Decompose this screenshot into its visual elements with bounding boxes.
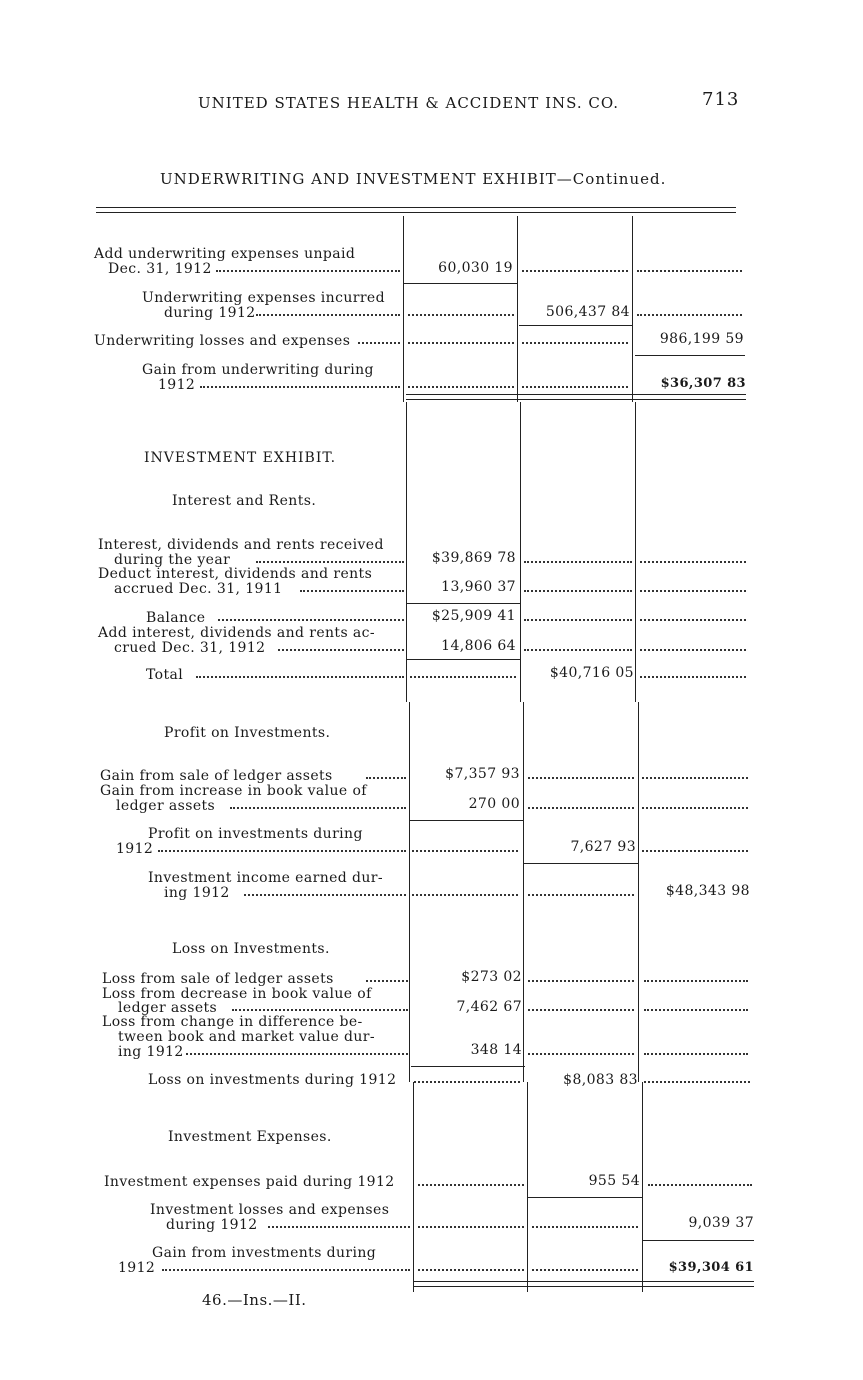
value-col1: 13,960 37 (441, 579, 516, 595)
dot-leader (642, 807, 748, 809)
row-label: Underwriting expenses incurred (142, 290, 385, 306)
subsection-heading: Profit on Investments. (164, 725, 331, 741)
sum-rule (524, 863, 638, 864)
dot-leader (162, 1269, 410, 1271)
dot-leader (524, 619, 632, 621)
row-label: crued Dec. 31, 1912 (114, 640, 266, 656)
dot-leader (528, 1009, 634, 1011)
dot-leader (642, 777, 748, 779)
dot-leader (418, 1269, 524, 1271)
dot-leader (524, 590, 632, 592)
col3-left-rule-c (638, 702, 639, 1082)
dot-leader (412, 894, 518, 896)
dot-leader (408, 342, 514, 344)
row-label: Loss from change in difference be- (102, 1014, 363, 1030)
dot-leader (412, 850, 518, 852)
dot-leader (640, 676, 746, 678)
total-rule (414, 1281, 754, 1287)
value-col1: $273 02 (461, 969, 522, 985)
row-label: Interest, dividends and rents received (98, 537, 384, 553)
sum-rule (409, 820, 523, 821)
col2-left-rule-b (520, 402, 521, 702)
row-label: Gain from underwriting during (142, 362, 374, 378)
col1-left-rule-d (413, 1082, 414, 1292)
dot-leader (528, 777, 634, 779)
value-col3: 986,199 59 (659, 331, 744, 347)
dot-leader (522, 342, 628, 344)
sum-rule (406, 603, 520, 604)
value-col3: $36,307 83 (660, 376, 746, 391)
row-label: Loss from decrease in book value of (102, 986, 372, 1002)
subsection-heading: Interest and Rents. (172, 493, 317, 509)
sum-rule (411, 1066, 525, 1067)
dot-leader (528, 1053, 634, 1055)
row-label: tween book and market value dur- (118, 1029, 376, 1045)
dot-leader (418, 1184, 524, 1186)
dot-leader (158, 850, 406, 852)
dot-leader (644, 1081, 750, 1083)
row-label: Investment income earned dur- (148, 870, 384, 886)
row-label: Gain from increase in book value of (100, 783, 367, 799)
dot-leader (418, 1226, 524, 1228)
value-col1: $7,357 93 (445, 766, 520, 782)
sum-rule (519, 325, 632, 326)
dot-leader (640, 590, 746, 592)
sum-rule (528, 1197, 642, 1198)
dot-leader (278, 649, 404, 651)
col2-left-rule-a (517, 216, 518, 402)
section-heading: INVESTMENT EXHIBIT. (144, 450, 337, 466)
subsection-heading: Loss on Investments. (172, 941, 330, 957)
dot-leader (268, 1226, 410, 1228)
value-col1: $39,869 78 (431, 550, 516, 566)
dot-leader (644, 1009, 748, 1011)
dot-leader (186, 1053, 408, 1055)
dot-leader (528, 980, 634, 982)
dot-leader (414, 1081, 520, 1083)
dot-leader (640, 619, 746, 621)
value-col3: $39,304 61 (668, 1260, 754, 1275)
value-col2: $40,716 05 (549, 665, 634, 681)
sum-rule (404, 283, 517, 284)
dot-leader (640, 561, 746, 563)
dot-leader (410, 676, 516, 678)
row-label: ing 1912 (164, 885, 230, 901)
row-label: Loss from sale of ledger assets (102, 971, 334, 987)
row-label: 1912 (116, 841, 154, 857)
total-rule (406, 394, 746, 400)
sum-rule (406, 659, 520, 660)
row-label: ledger assets (118, 1000, 218, 1016)
value-col1: 348 14 (470, 1042, 522, 1058)
dot-leader (358, 342, 400, 344)
dot-leader (522, 386, 628, 388)
dot-leader (408, 314, 514, 316)
dot-leader (637, 314, 742, 316)
row-label: Investment expenses paid during 1912 (104, 1174, 395, 1190)
row-label: during the year (114, 552, 231, 568)
dot-leader (528, 894, 634, 896)
dot-leader (644, 980, 748, 982)
top-rule (96, 207, 736, 213)
row-label: 1912 (118, 1260, 156, 1276)
value-col2: 955 54 (588, 1173, 640, 1189)
dot-leader (408, 386, 514, 388)
dot-leader (522, 270, 628, 272)
dot-leader (644, 1053, 748, 1055)
value-col1: $25,909 41 (431, 608, 516, 624)
value-col1: 7,462 67 (456, 999, 522, 1015)
row-label: ledger assets (116, 798, 216, 814)
col3-left-rule-d (642, 1082, 643, 1292)
value-col3: $48,343 98 (665, 883, 750, 899)
value-col2: 7,627 93 (570, 839, 636, 855)
subsection-heading: Investment Expenses. (168, 1129, 332, 1145)
row-label: Gain from investments during (152, 1245, 377, 1261)
dot-leader (648, 1184, 752, 1186)
row-label: Total (146, 667, 184, 683)
value-col2: 506,437 84 (545, 304, 630, 320)
col3-left-rule-b (635, 402, 636, 702)
row-label: Underwriting losses and expenses (94, 333, 351, 349)
dot-leader (196, 676, 404, 678)
col2-left-rule-d (527, 1082, 528, 1292)
value-col1: 14,806 64 (441, 638, 516, 654)
dot-leader (524, 649, 632, 651)
row-label: ing 1912 (118, 1044, 184, 1060)
col1-left-rule-b (406, 402, 407, 702)
row-label: Profit on investments during (148, 826, 363, 842)
row-label: 1912 (158, 377, 196, 393)
value-col3: 9,039 37 (688, 1215, 754, 1231)
value-col2: $8,083 83 (563, 1072, 638, 1088)
col2-left-rule-c (523, 702, 524, 1082)
row-label: Add underwriting expenses unpaid (94, 246, 356, 262)
dot-leader (524, 561, 632, 563)
dot-leader (637, 270, 742, 272)
dot-leader (532, 1226, 638, 1228)
dot-leader (300, 590, 404, 592)
col3-left-rule-a (632, 216, 633, 402)
dot-leader (366, 777, 406, 779)
signature-mark: 46.—Ins.—II. (202, 1291, 307, 1309)
dot-leader (230, 807, 406, 809)
col1-left-rule-c (409, 702, 410, 1082)
row-label: Gain from sale of ledger assets (100, 768, 333, 784)
row-label: Deduct interest, dividends and rents (98, 566, 373, 582)
exhibit-title: UNDERWRITING AND INVESTMENT EXHIBIT—Continued. (160, 170, 667, 188)
row-label: Loss on investments during 1912 (148, 1072, 397, 1088)
value-col1: 270 00 (468, 796, 520, 812)
row-label: during 1912 (166, 1217, 258, 1233)
dot-leader (528, 807, 634, 809)
col1-left-rule-a (403, 216, 404, 402)
dot-leader (532, 1269, 638, 1271)
dot-leader (216, 270, 400, 272)
page-number: 713 (702, 89, 740, 110)
dot-leader (642, 850, 748, 852)
row-label: Investment losses and expenses (150, 1202, 390, 1218)
dot-leader (366, 980, 408, 982)
sum-rule (635, 355, 745, 356)
row-label: during 1912 (164, 305, 256, 321)
row-label: Balance (146, 610, 206, 626)
sum-rule (642, 1240, 754, 1241)
row-label: Dec. 31, 1912 (108, 261, 212, 277)
dot-leader (232, 1009, 408, 1011)
dot-leader (218, 619, 404, 621)
dot-leader (640, 649, 746, 651)
dot-leader (256, 561, 404, 563)
company-heading: UNITED STATES HEALTH & ACCIDENT INS. CO. (198, 94, 620, 112)
value-col1: 60,030 19 (438, 260, 513, 276)
row-label: Add interest, dividends and rents ac- (98, 625, 376, 641)
dot-leader (244, 894, 406, 896)
row-label: accrued Dec. 31, 1911 (114, 581, 283, 597)
dot-leader (200, 386, 400, 388)
dot-leader (256, 314, 400, 316)
